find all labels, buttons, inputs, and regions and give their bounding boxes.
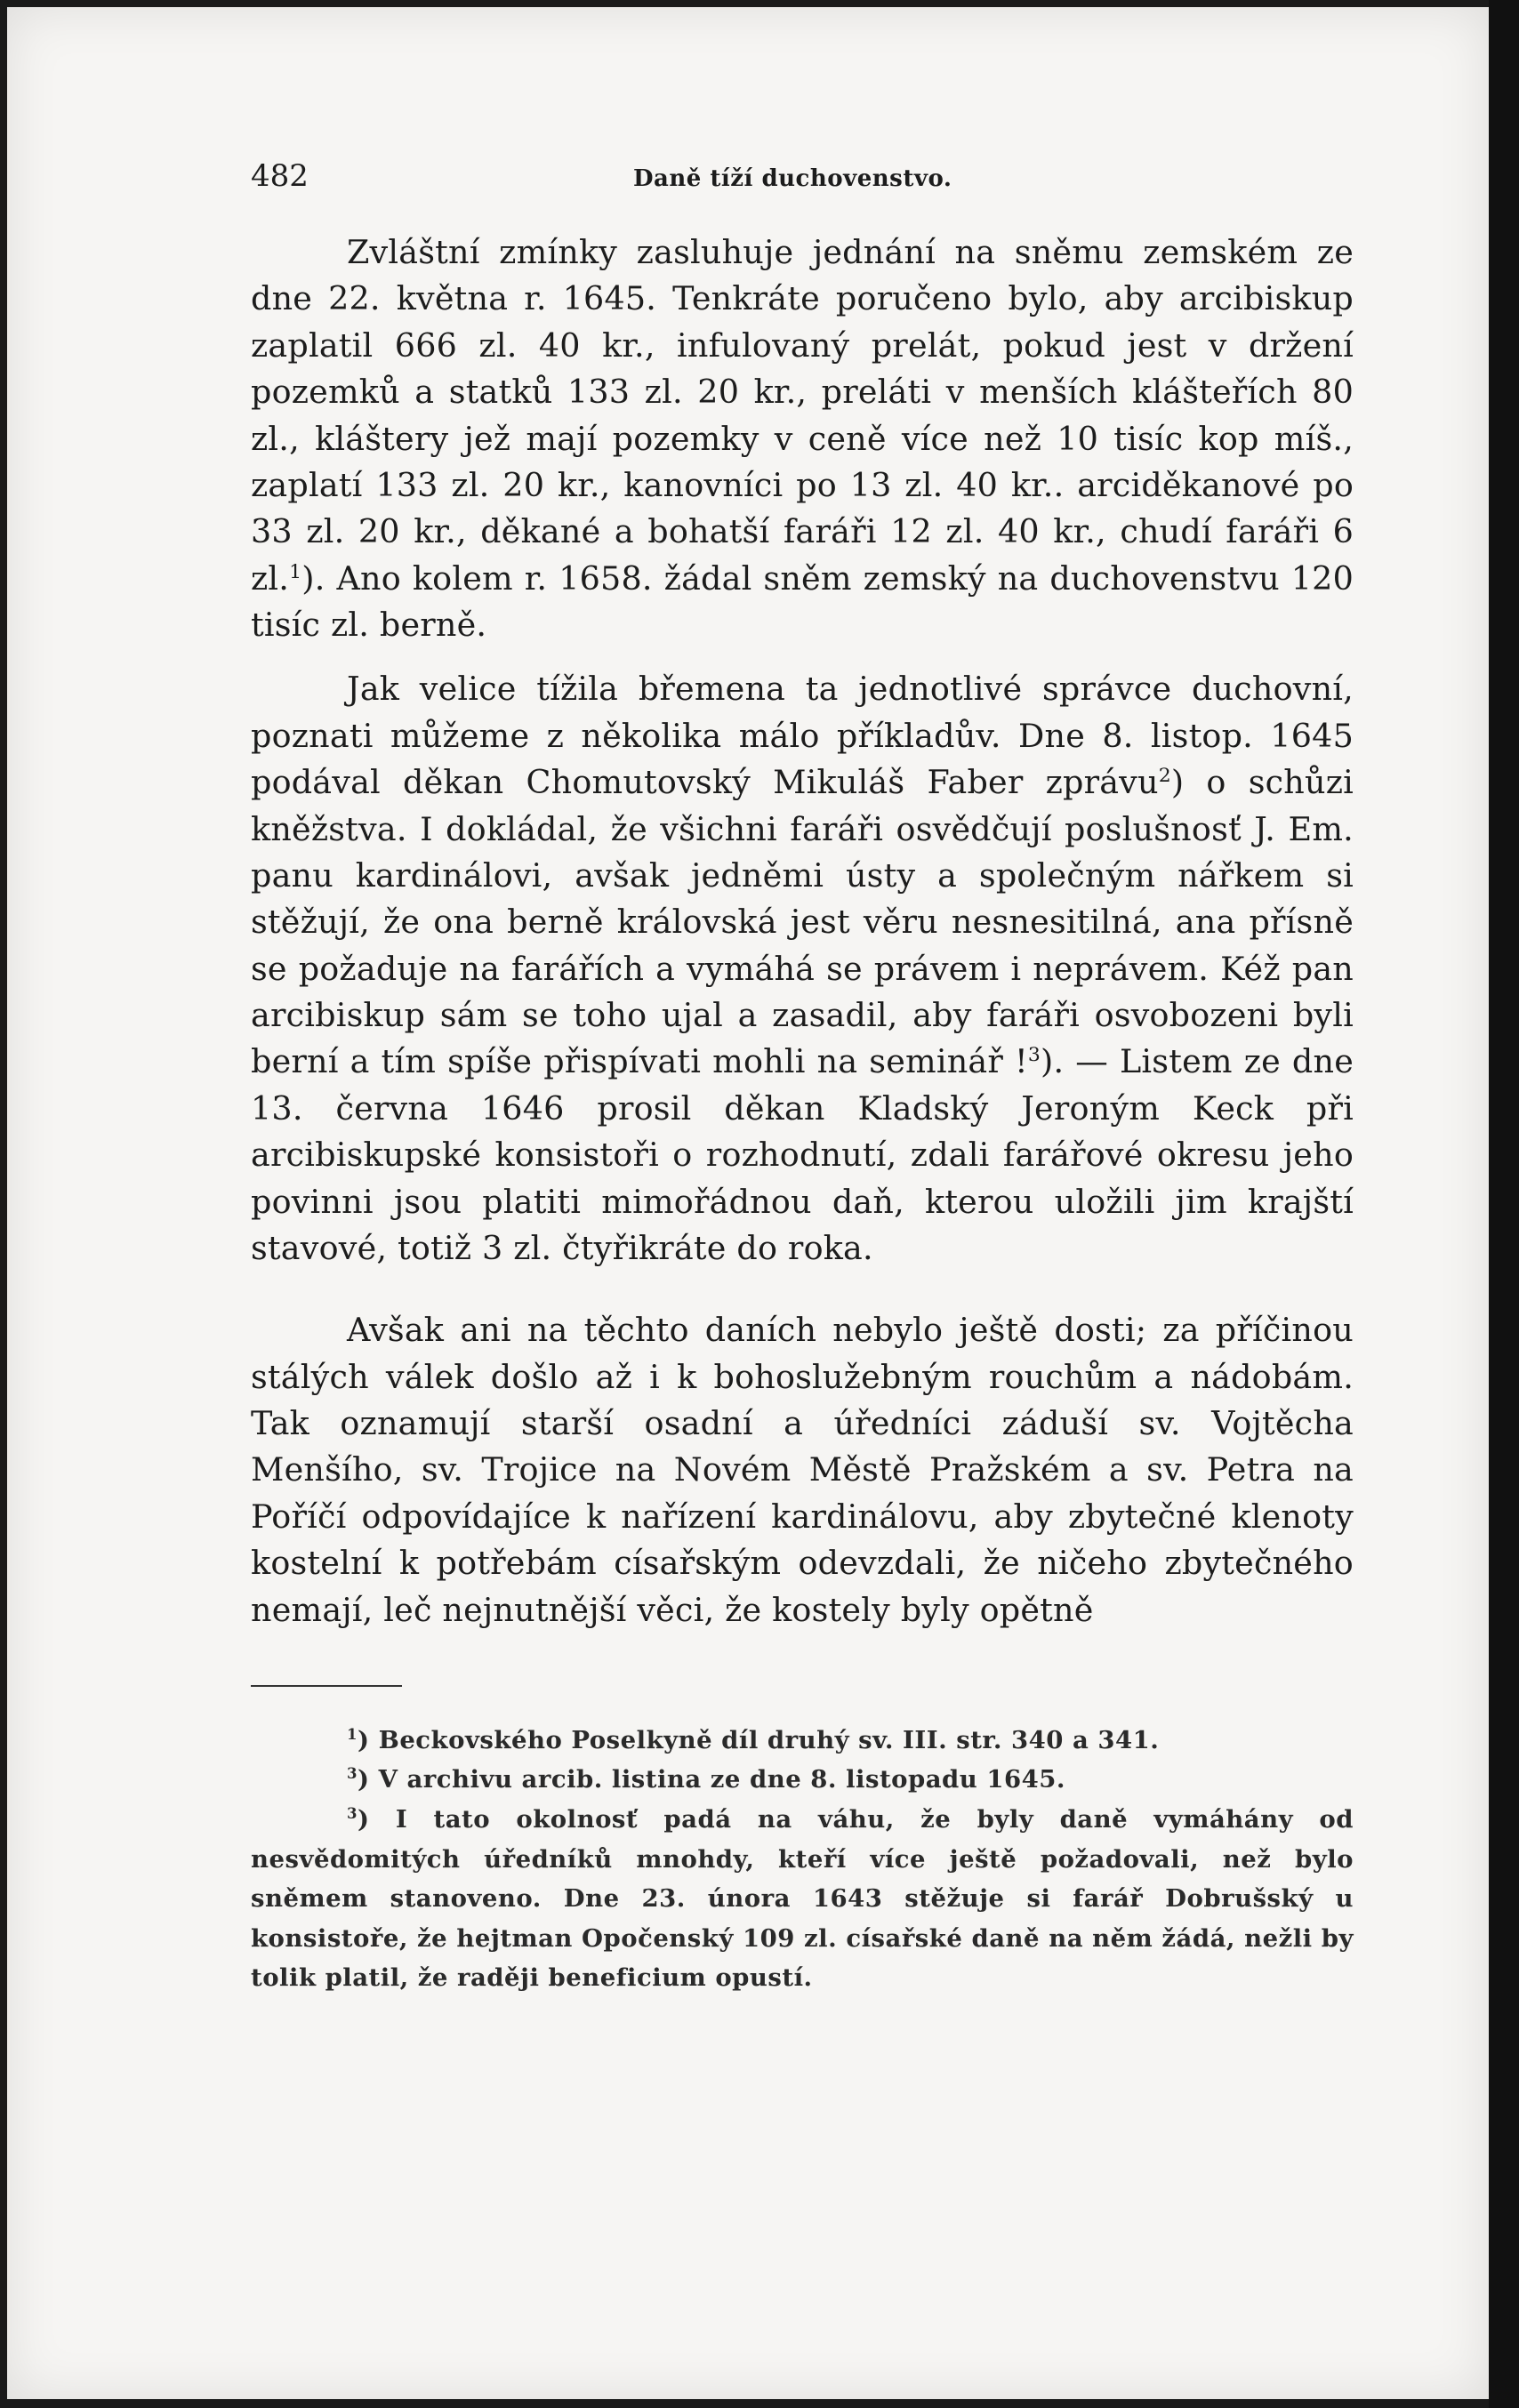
- footnote-text: ) I tato okolnosť padá na váhu, že byly daně vymáhány od nesvědomitých úředníků mnohdy, kteří více ještě požadovali, než bylo sněmem stanoveno. Dne 23. února 1643 stěžuje si farář Dobrušský u konsistoře, že hejtman Opočenský 109 zl. císařské daně na něm žádá, nežli by tolik platil, že raději beneficium opustí.: [251, 1804, 1354, 1993]
- footnote-3: [251, 1800, 1354, 1998]
- running-title: Daně tíží duchovenstvo.: [633, 165, 952, 192]
- footnote-mark: 1: [347, 1725, 358, 1743]
- footnote-mark: 3: [347, 1805, 358, 1823]
- page-number: 482: [251, 158, 309, 194]
- paragraph-1-text: Zvláštní zmínky zasluhuje jednání na sněmu zemském ze dne 22. května r. 1645. Tenkráte poručeno bylo, aby arcibiskup zaplatil 666 zl. 40 kr., infulovaný prelát, pokud jest v držení pozemků a statků 133 zl. 20 kr., preláti v menších klášteřích 80 zl., kláštery jež mají pozemky v ceně více než 10 tisíc kop míš., zaplatí 133 zl. 20 kr., kanovníci po 13 zl. 40 kr.. arciděkanové po 33 zl. 20 kr., děkané a bohatší faráři 12 zl. 40 kr., chudí faráři 6 zl.: [251, 233, 1354, 598]
- book-page: [251, 158, 1354, 1998]
- paragraph-2-text-middle: ) o schůzi kněžstva. I dokládal, že všichni faráři osvědčují poslušnosť J. Em. panu kardinálovi, avšak jedněmi ústy a společným nářkem si stěžují, že ona berně královská jest věru nesnesitilná, ana přísně se požaduje na farářích a vymáhá se právem i neprávem. Kéž pan arcibiskup sám se toho ujal a zasadil, aby faráři osvobozeni byli berní a tím spíše přispívati mohli na seminář !: [251, 763, 1354, 1081]
- paragraph-2-text: Jak velice tížila břemena ta jednotlivé správce duchovní, poznati můžeme z několika málo příkladův. Dne 8. listop. 1645 podával děkan Chomutovský Mikuláš Faber zprávu: [251, 670, 1354, 802]
- footnote-text: ) V archivu arcib. listina ze dne 8. listopadu 1645.: [357, 1765, 1065, 1794]
- paragraph-3: Avšak ani na těchto daních nebylo ještě dosti; za příčinou stálých válek došlo až i k bohoslužebným rouchům a nádobám. Tak oznamují starší osadní a úředníci záduší sv. Vojtěcha Menšího, sv. Trojice na Novém Městě Pražském a sv. Petra na Poříčí odpovídajíce k nařízení kardinálovu, aby zbytečné klenoty kostelní k potřebám císařským odevzdali, že ničeho zbytečného nemají, leč nejnutnější věci, že kostely byly opětně: [251, 1311, 1354, 1629]
- paragraph-2-text-end: ). — Listem ze dne 13. června 1646 prosil děkan Kladský Jeroným Keck při arcibiskupské konsistoři o rozhodnutí, zdali farářové okresu jeho povinni jsou platiti mimořádnou daň, kterou uložili jim krajští stavové, totiž 3 zl. čtyřikráte do roka.: [251, 1042, 1354, 1267]
- footnote-ref-1: 1: [289, 560, 302, 583]
- paragraph-2: [251, 666, 1354, 1272]
- paragraph-1-text-end: ). Ano kolem r. 1658. žádal sněm zemský na duchovenstvu 120 tisíc zl. berně.: [251, 558, 1354, 644]
- footnote-separator: [251, 1685, 402, 1687]
- footnote-text: ) Beckovského Poselkyně díl druhý sv. III. str. 340 a 341.: [357, 1725, 1160, 1754]
- running-header: [251, 158, 1354, 203]
- scan-border: [1489, 0, 1519, 2408]
- footnote-1: [251, 1721, 1354, 1761]
- footnote-2: [251, 1760, 1354, 1800]
- footnote-mark: 3: [347, 1765, 358, 1783]
- footnote-ref-3: 3: [1027, 1044, 1041, 1067]
- paragraph-1: [251, 229, 1354, 648]
- footnote-ref-2: 2: [1158, 765, 1171, 787]
